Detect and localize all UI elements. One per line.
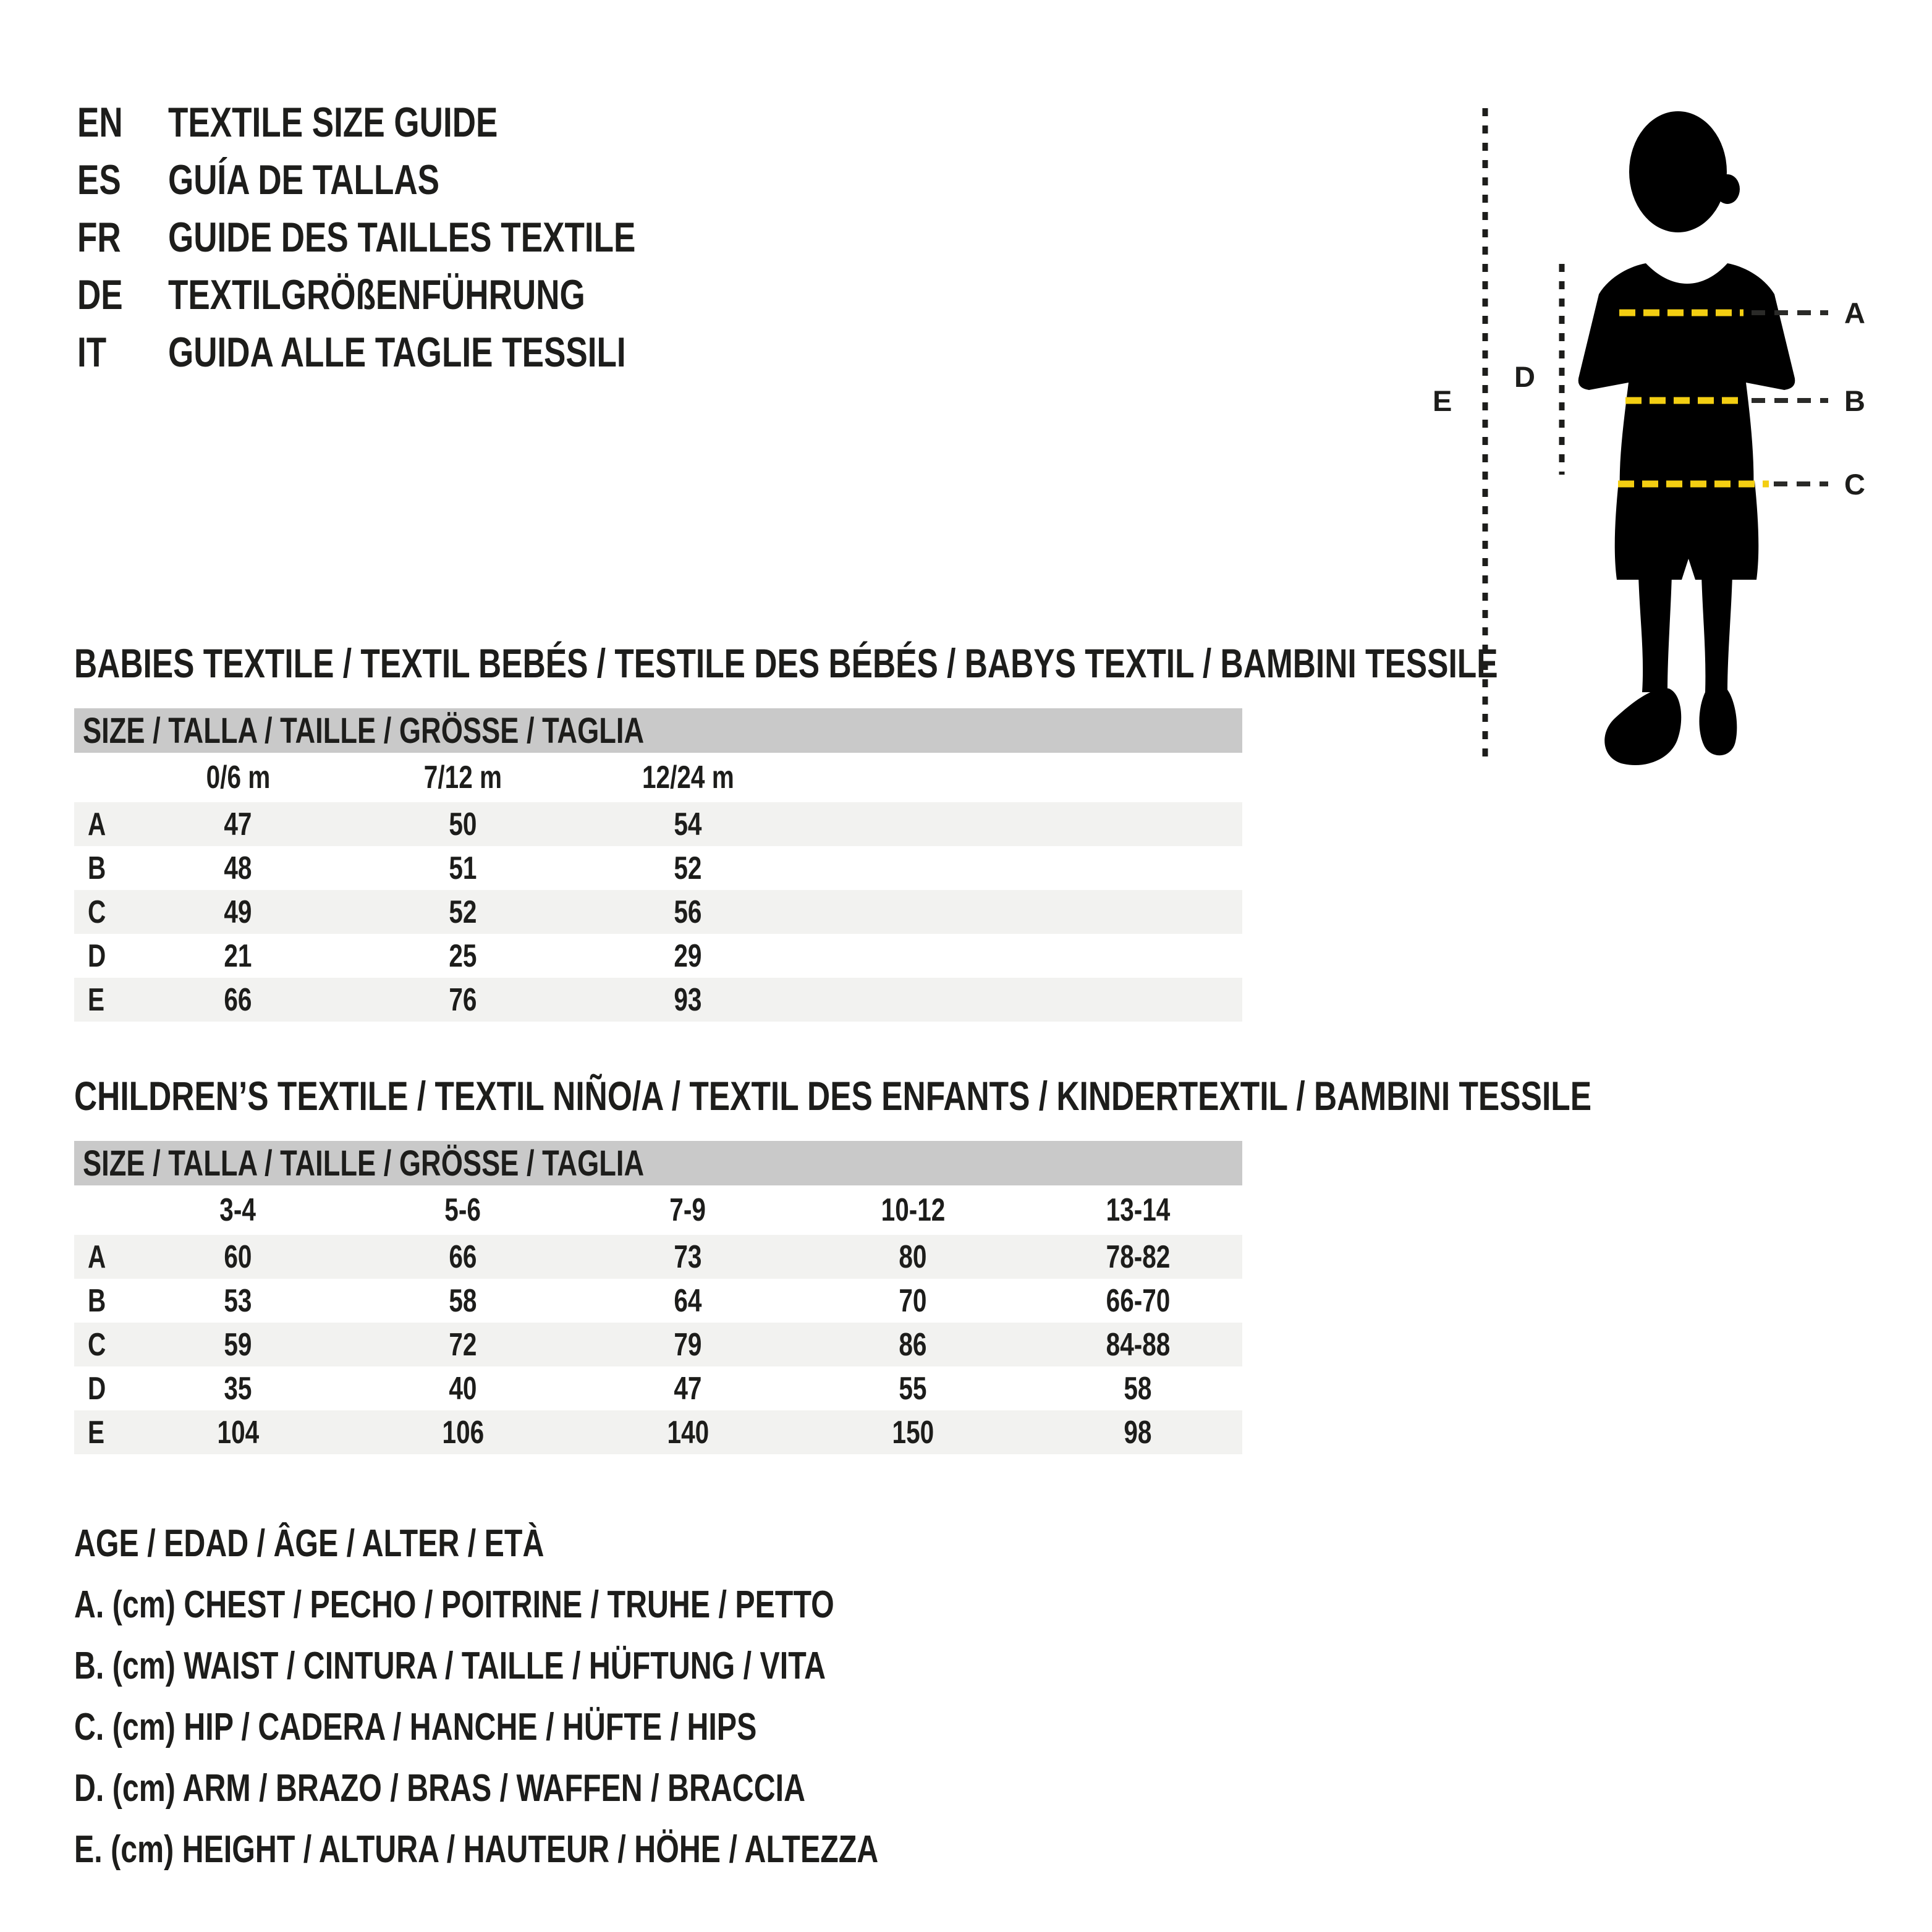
children-size-header-bar	[74, 1141, 1242, 1185]
babies-size-header-bar	[74, 708, 1242, 753]
row-label-text: E	[88, 981, 105, 1018]
language-row-it	[77, 324, 768, 381]
cell-value: 59	[224, 1326, 252, 1363]
children-size-table	[74, 1141, 1242, 1454]
cell	[800, 1326, 1025, 1363]
row-label-text: E	[88, 1414, 105, 1451]
cell	[575, 1282, 800, 1320]
cell	[125, 1282, 350, 1320]
cell-value: 70	[899, 1282, 927, 1319]
language-code: FR	[77, 214, 121, 261]
row-label-text: B	[88, 850, 106, 886]
cell	[350, 938, 575, 975]
cell-value: 35	[224, 1370, 252, 1407]
cell-value: 80	[899, 1239, 927, 1275]
cell	[575, 938, 800, 975]
cell-value: 64	[674, 1282, 702, 1319]
table-row-d	[74, 934, 1242, 978]
cell-value: 78-82	[1106, 1239, 1170, 1275]
cell	[125, 981, 350, 1019]
cell	[1025, 1239, 1250, 1276]
cell-value: 72	[449, 1326, 477, 1363]
cell-value: 93	[674, 981, 702, 1018]
guide-title-en: TEXTILE SIZE GUIDE	[168, 99, 498, 146]
silhouette-shorts	[1615, 481, 1759, 580]
figure-label-d: D	[1514, 360, 1535, 393]
silhouette-right-shoe	[1699, 686, 1737, 755]
silhouette-tshirt	[1578, 263, 1795, 492]
cell-value: 66	[224, 981, 252, 1018]
table-row-a	[74, 802, 1242, 846]
cell-value: 66	[449, 1239, 477, 1275]
cell-value: 56	[674, 894, 702, 930]
cell-value: 55	[899, 1370, 927, 1407]
column-header	[125, 1192, 350, 1229]
cell-value: 47	[224, 806, 252, 842]
legend-waist-text: B. (cm) WAIST / CINTURA / TAILLE / HÜFTUNG / VITA	[74, 1645, 826, 1687]
figure-label-e: E	[1433, 384, 1452, 417]
language-code: ES	[77, 156, 121, 203]
cell-value: 40	[449, 1370, 477, 1407]
cell-value: 104	[217, 1414, 259, 1451]
column-header	[800, 1192, 1025, 1229]
cell-value: 25	[449, 938, 477, 974]
guide-title-it: GUIDA ALLE TAGLIE TESSILI	[168, 329, 626, 376]
column-header-label: 13-14	[1106, 1192, 1170, 1228]
measurement-figure	[1421, 99, 1932, 791]
language-row-es	[77, 151, 768, 209]
legend-line-age	[74, 1513, 1105, 1574]
language-code: IT	[77, 329, 107, 376]
row-label	[74, 1414, 125, 1451]
cell	[350, 1239, 575, 1276]
cell-value: 52	[449, 894, 477, 930]
row-label	[74, 850, 125, 887]
row-label-text: A	[88, 1239, 106, 1275]
cell	[1025, 1370, 1250, 1407]
silhouette-left-shoe	[1604, 688, 1681, 765]
column-header	[350, 1192, 575, 1229]
column-header-label: 7-9	[669, 1192, 706, 1228]
cell	[575, 806, 800, 843]
cell	[125, 894, 350, 931]
column-header	[575, 759, 800, 796]
cell	[125, 938, 350, 975]
legend-line-chest	[74, 1574, 1105, 1635]
column-header-label: 3-4	[219, 1192, 256, 1228]
cell-value: 49	[224, 894, 252, 930]
column-header-label: 7/12 m	[423, 760, 502, 795]
table-row-e	[74, 1410, 1242, 1454]
cell	[575, 1370, 800, 1407]
table-row-a	[74, 1235, 1242, 1279]
row-label	[74, 1282, 125, 1320]
children-heading-text: CHILDREN’S TEXTILE / TEXTIL NIÑO/A / TEXTIL DES ENFANTS / KINDERTEXTIL / BAMBINI TESSILE	[74, 1073, 1592, 1119]
cell-value: 73	[674, 1239, 702, 1275]
row-label-text: D	[88, 938, 106, 974]
cell	[1025, 1414, 1250, 1451]
babies-size-table	[74, 708, 1242, 1022]
column-header-label: 12/24 m	[642, 760, 734, 795]
size-header-label: SIZE / TALLA / TAILLE / GRÖSSE / TAGLIA	[83, 1143, 645, 1184]
row-label-text: C	[88, 1326, 106, 1363]
cell	[350, 1326, 575, 1363]
cell	[575, 1326, 800, 1363]
cell	[125, 850, 350, 887]
cell	[350, 894, 575, 931]
legend-chest-text: A. (cm) CHEST / PECHO / POITRINE / TRUHE / PETTO	[74, 1583, 834, 1626]
cell	[575, 1239, 800, 1276]
legend-arm-text: D. (cm) ARM / BRAZO / BRAS / WAFFEN / BRACCIA	[74, 1767, 806, 1810]
cell-value: 84-88	[1106, 1326, 1170, 1363]
guide-title-de: TEXTILGRÖßENFÜHRUNG	[168, 271, 585, 318]
child-silhouette-diagram	[1421, 99, 1932, 791]
cell	[125, 1326, 350, 1363]
row-label-text: B	[88, 1282, 106, 1319]
cell	[800, 1370, 1025, 1407]
cell	[800, 1414, 1025, 1451]
row-label	[74, 1239, 125, 1276]
size-header-label: SIZE / TALLA / TAILLE / GRÖSSE / TAGLIA	[83, 710, 645, 751]
language-title-list	[77, 94, 768, 381]
column-header	[575, 1192, 800, 1229]
measurement-legend	[74, 1513, 1105, 1880]
column-header	[1025, 1192, 1250, 1229]
column-header-label: 0/6 m	[206, 760, 270, 795]
guide-title-fr: GUIDE DES TAILLES TEXTILE	[168, 214, 636, 261]
column-header-label: 5-6	[444, 1192, 481, 1228]
cell-value: 76	[449, 981, 477, 1018]
cell	[575, 894, 800, 931]
cell	[1025, 1282, 1250, 1320]
cell-value: 53	[224, 1282, 252, 1319]
cell-value: 66-70	[1106, 1282, 1170, 1319]
column-header-label: 10-12	[881, 1192, 945, 1228]
cell	[350, 1370, 575, 1407]
cell	[350, 981, 575, 1019]
guide-title-es: GUÍA DE TALLAS	[168, 156, 440, 203]
legend-line-hip	[74, 1697, 1105, 1758]
figure-label-b: B	[1844, 384, 1865, 417]
cell-value: 54	[674, 806, 702, 842]
cell	[575, 1414, 800, 1451]
cell	[350, 1282, 575, 1320]
cell	[125, 1414, 350, 1451]
figure-label-a: A	[1844, 297, 1865, 329]
cell-value: 150	[892, 1414, 934, 1451]
row-label-text: C	[88, 894, 106, 930]
cell	[350, 806, 575, 843]
language-row-fr	[77, 209, 768, 266]
row-label-text: A	[88, 806, 106, 842]
cell-value: 51	[449, 850, 477, 886]
cell	[800, 1282, 1025, 1320]
row-label	[74, 1326, 125, 1363]
cell-value: 50	[449, 806, 477, 842]
legend-line-waist	[74, 1635, 1105, 1697]
cell	[575, 981, 800, 1019]
row-label	[74, 938, 125, 975]
children-column-header-row	[74, 1185, 1242, 1235]
silhouette-ear	[1715, 174, 1740, 204]
legend-line-arm	[74, 1758, 1105, 1819]
cell-value: 58	[449, 1282, 477, 1319]
legend-hip-text: C. (cm) HIP / CADERA / HANCHE / HÜFTE / HIPS	[74, 1706, 757, 1748]
table-row-b	[74, 846, 1242, 890]
cell-value: 48	[224, 850, 252, 886]
table-row-e	[74, 978, 1242, 1022]
children-section-heading	[74, 1073, 1932, 1119]
language-row-de	[77, 266, 768, 324]
cell	[350, 850, 575, 887]
table-row-c	[74, 1323, 1242, 1366]
cell-value: 140	[667, 1414, 709, 1451]
language-row-en	[77, 94, 768, 151]
row-label	[74, 1370, 125, 1407]
row-label-text: D	[88, 1370, 106, 1407]
cell-value: 58	[1124, 1370, 1152, 1407]
table-row-d	[74, 1366, 1242, 1410]
column-header	[350, 759, 575, 796]
cell-value: 29	[674, 938, 702, 974]
cell-value: 86	[899, 1326, 927, 1363]
legend-age-text: AGE / EDAD / ÂGE / ALTER / ETÀ	[74, 1522, 544, 1565]
row-label	[74, 894, 125, 931]
cell-value: 98	[1124, 1414, 1152, 1451]
cell-value: 60	[224, 1239, 252, 1275]
language-code: EN	[77, 99, 123, 146]
cell-value: 106	[442, 1414, 484, 1451]
column-header	[125, 759, 350, 796]
cell	[575, 850, 800, 887]
legend-line-height	[74, 1819, 1105, 1880]
cell	[125, 1239, 350, 1276]
cell-value: 47	[674, 1370, 702, 1407]
cell	[800, 1239, 1025, 1276]
cell-value: 21	[224, 938, 252, 974]
cell	[125, 806, 350, 843]
silhouette-head	[1629, 111, 1727, 232]
babies-section-heading	[74, 640, 1899, 686]
language-code: DE	[77, 271, 123, 318]
row-label	[74, 981, 125, 1019]
babies-heading-text: BABIES TEXTILE / TEXTIL BEBÉS / TESTILE DES BÉBÉS / BABYS TEXTIL / BAMBINI TESSILE	[74, 640, 1498, 686]
cell-value: 52	[674, 850, 702, 886]
table-row-b	[74, 1279, 1242, 1323]
figure-label-c: C	[1844, 468, 1865, 501]
cell	[125, 1370, 350, 1407]
babies-column-header-row	[74, 753, 1242, 802]
cell-value: 79	[674, 1326, 702, 1363]
legend-height-text: E. (cm) HEIGHT / ALTURA / HAUTEUR / HÖHE / ALTEZZA	[74, 1828, 879, 1871]
cell	[1025, 1326, 1250, 1363]
row-label	[74, 806, 125, 843]
table-row-c	[74, 890, 1242, 934]
cell	[350, 1414, 575, 1451]
